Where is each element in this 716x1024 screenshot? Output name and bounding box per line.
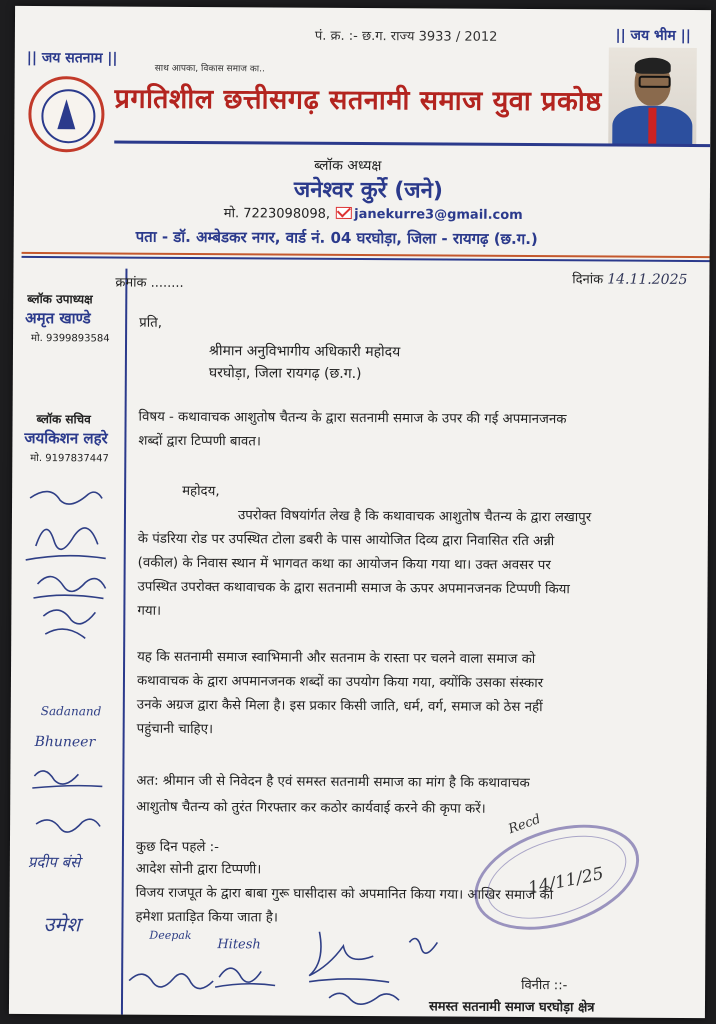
signature-scribble <box>129 973 213 988</box>
signature-scribble <box>33 576 105 598</box>
para2-line: उनके अग्रज द्वारा कैसे मिला है। इस प्रकार किसी जाति, धर्म, वर्ग, समाज को ठेस नहीं <box>136 697 543 716</box>
para2-line: यह कि सतनामी समाज स्वाभिमानी और सतनाम के रास्ता पर चलने वाला समाज को <box>137 649 536 668</box>
para1-line: उपरोक्त विषयांर्गत लेख है कि कथावाचक आशुतोष चैतन्य के द्वारा लखापुर <box>237 508 592 526</box>
signature-scribble <box>32 771 102 789</box>
para3-line: अत: श्रीमान जी से निवेदन है एवं समस्त सतनामी समाज का मांग है कि कथावाचक <box>136 773 530 792</box>
secretary-mobile: मो. 9197837447 <box>30 452 109 465</box>
signature-scribble <box>30 491 102 504</box>
vice-president-mobile: मो. 9399893584 <box>31 332 110 345</box>
signature-hitesh: Hitesh <box>217 937 261 953</box>
para1-line: गया। <box>137 603 162 619</box>
received-mark: Recd <box>506 811 543 838</box>
gmail-icon <box>336 207 352 219</box>
contact-line <box>224 203 523 223</box>
para4-line: आदेश सोनी द्वारा टिप्पणी। <box>135 861 262 878</box>
president-title: ब्लॉक अध्यक्ष <box>314 157 382 175</box>
signature-scribble <box>43 610 95 638</box>
para1-line: उपस्थित उपरोक्त कथावाचक के द्वारा सतनामी समाज के ऊपर अपमानजनक टिप्पणी किया <box>137 579 570 598</box>
secretary-name: जयकिशन लहरे <box>24 428 108 448</box>
reference-label: क्रमांक <box>115 275 147 291</box>
signature-umesh: उमेश <box>43 912 81 937</box>
signature-sadanand: Sadanand <box>40 704 102 719</box>
vice-president-title: ब्लॉक उपाध्यक्ष <box>27 291 93 307</box>
salutation-to: प्रति, <box>139 315 163 331</box>
para4-line: विजय राजपूत के द्वारा बाबा गुरू घासीदास को अपमानित किया गया। आखिर समाज को <box>135 885 554 904</box>
subject-line-1: विषय - कथावाचक आशुतोष चैतन्य के द्वारा सतनामी समाज के उपर की गई अपमानजनक <box>138 409 567 428</box>
organization-name: प्रगतिशील छत्तीसगढ़ सतनामी समाज युवा प्रकोष्ठ <box>114 83 602 118</box>
president-name: जनेश्वर कुर्रे (जने) <box>293 177 444 204</box>
ambedkar-portrait <box>608 48 697 147</box>
date-label: दिनांक <box>572 272 604 288</box>
signature-scribble <box>409 938 437 953</box>
para2-line: कथावाचक के द्वारा अपमानजनक शब्दों का उपयोग किया गया, क्योंकि उसका संस्कार <box>136 673 544 692</box>
subject-line-2: शब्दों द्वारा टिप्पणी बावत। <box>138 433 262 450</box>
recipient-line-2: घरघोड़ा, जिला रायगढ़ (छ.ग.) <box>208 365 362 383</box>
signature-deepak: Deepak <box>149 928 192 942</box>
sidebar-divider <box>121 269 128 1015</box>
jaitkham-tower-icon <box>57 99 75 129</box>
portrait-hair <box>635 58 671 74</box>
email-address: janekurre3@gmail.com <box>354 206 523 223</box>
letter-page <box>9 6 711 1018</box>
received-date: 14/11/25 <box>526 863 606 899</box>
salutation: महोदय, <box>182 483 220 500</box>
address: पता - डॉ. अम्बेडकर नगर, वार्ड नं. 04 घरघोड़ा, जिला - रायगढ़ (छ.ग.) <box>135 227 538 249</box>
signature-scribble <box>309 932 389 982</box>
reference-number: क्रमांक ........ <box>115 275 184 291</box>
closing-from: समस्त सतनामी समाज घरघोड़ा क्षेत्र <box>428 999 595 1016</box>
para1-line: के पंडरिया रोड पर उपस्थित टोला डबरी के पास आयोजित दिव्य द्वारा निवासित रति अन्नी <box>137 531 555 550</box>
para1-line: (वकील) के निवास स्थान में भागवत कथा का आयोजन किया गया था। उक्त अवसर पर <box>137 555 551 574</box>
signature-scribble <box>36 819 100 832</box>
date-field <box>572 269 687 288</box>
signature-scribble <box>329 993 399 1004</box>
para4-line: हमेशा प्रताड़ित किया जाता है। <box>135 909 278 926</box>
signature-bhuneer: Bhuneer <box>34 734 96 751</box>
portrait-glasses <box>639 76 671 88</box>
vice-president-name: अमृत खाण्डे <box>25 308 91 328</box>
para4-line: कुछ दिन पहले :- <box>135 839 220 856</box>
bottom-signatures <box>119 921 470 1013</box>
phone-number: मो. 7223098098, <box>223 206 331 222</box>
date-value: 14.11.2025 <box>607 271 688 288</box>
slogan-left: || जय सतनाम || <box>26 49 118 67</box>
para3-line: आशुतोष चैतन्य को तुरंत गिरफ्तार कर कठोर कार्यवाई करने की कृपा करें। <box>136 799 486 817</box>
tagline: साथ आपका, विकास समाज का.. <box>154 63 265 75</box>
recipient-line-1: श्रीमान अनुविभागीय अधिकारी महोदय <box>208 343 401 361</box>
slogan-right: || जय भीम || <box>615 27 691 45</box>
registration-number: पं. क्र. :- छ.ग. राज्य 3933 / 2012 <box>314 28 498 45</box>
portrait-tie <box>648 108 656 144</box>
secretary-title: ब्लॉक सचिव <box>36 412 91 427</box>
para2-line: पहुंचानी चाहिए। <box>136 721 214 738</box>
closing: विनीत ::- <box>521 977 568 994</box>
signature-scribble <box>26 528 106 561</box>
organization-logo <box>28 76 104 152</box>
signature-pradeep: प्रदीप बंसे <box>27 852 81 872</box>
signature-scribble <box>215 968 275 987</box>
